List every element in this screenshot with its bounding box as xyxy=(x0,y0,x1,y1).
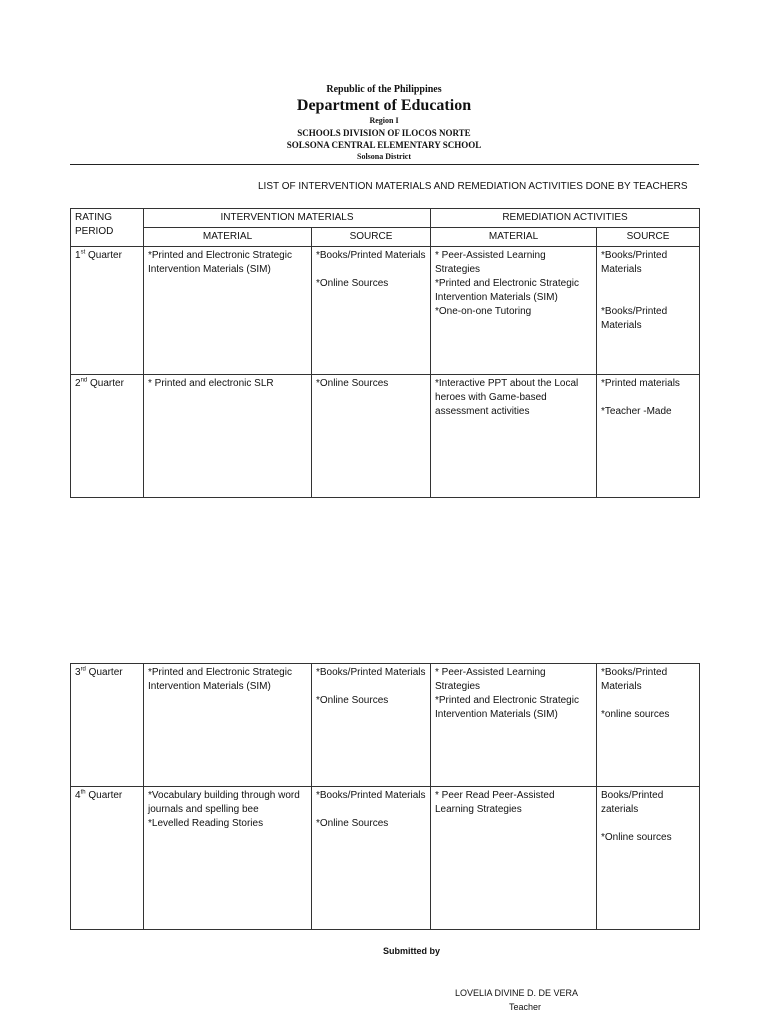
quarter-cell: 1st Quarter xyxy=(71,247,144,375)
intervention-table-part-2 xyxy=(70,663,700,930)
im-material-cell: *Printed and Electronic Strategic Intervention Materials (SIM) xyxy=(144,247,312,375)
list-title: LIST OF INTERVENTION MATERIALS AND REMEDIATION ACTIVITIES DONE BY TEACHERS xyxy=(258,181,688,192)
rm-source-header: SOURCE xyxy=(597,228,700,247)
department-heading: Department of Education xyxy=(296,97,472,114)
table-row xyxy=(71,664,700,787)
school-heading: SOLSONA CENTRAL ELEMENTARY SCHOOL xyxy=(286,140,482,150)
im-source-cell: *Books/Printed Materials *Online Sources xyxy=(312,664,431,787)
im-material-cell: *Vocabulary building through word journals and spelling bee *Levelled Reading Stories xyxy=(144,787,312,930)
remediation-activities-header: REMEDIATION ACTIVITIES xyxy=(431,209,700,228)
im-material-cell: *Printed and Electronic Strategic Intervention Materials (SIM) xyxy=(144,664,312,787)
intervention-materials-header: INTERVENTION MATERIALS xyxy=(144,209,431,228)
header-divider xyxy=(70,164,699,165)
rm-material-cell: *Interactive PPT about the Local heroes with Game-based assessment activities xyxy=(431,375,597,498)
district-heading: Solsona District xyxy=(357,152,411,161)
im-material-header: MATERIAL xyxy=(144,228,312,247)
rm-source-cell: *Books/Printed Materials *online sources xyxy=(597,664,700,787)
table-row xyxy=(71,375,700,498)
quarter-cell: 4th Quarter xyxy=(71,787,144,930)
signer-name: LOVELIA DIVINE D. DE VERA xyxy=(455,988,579,998)
im-source-cell: *Books/Printed Materials *Online Sources xyxy=(312,247,431,375)
rm-material-cell: * Peer Read Peer-Assisted Learning Strategies xyxy=(431,787,597,930)
table-row xyxy=(71,787,700,930)
im-material-cell: * Printed and electronic SLR xyxy=(144,375,312,498)
rm-source-cell: *Printed materials *Teacher -Made xyxy=(597,375,700,498)
rm-material-cell: * Peer-Assisted Learning Strategies *Printed and Electronic Strategic Intervention Materials (SIM) *One-on-one Tutoring xyxy=(431,247,597,375)
rm-source-cell: *Books/Printed Materials *Books/Printed Materials xyxy=(597,247,700,375)
submitted-by-label: Submitted by xyxy=(383,946,441,956)
im-source-cell: *Online Sources xyxy=(312,375,431,498)
region-heading: Region I xyxy=(369,116,399,125)
rm-source-cell: Books/Printed zaterials *Online sources xyxy=(597,787,700,930)
table-row xyxy=(71,247,700,375)
quarter-cell: 2nd Quarter xyxy=(71,375,144,498)
quarter-cell: 3rd Quarter xyxy=(71,664,144,787)
im-source-header: SOURCE xyxy=(312,228,431,247)
rating-period-header: RATING PERIOD xyxy=(71,209,144,247)
rm-material-cell: * Peer-Assisted Learning Strategies *Printed and Electronic Strategic Intervention Materials (SIM) xyxy=(431,664,597,787)
im-source-cell: *Books/Printed Materials *Online Sources xyxy=(312,787,431,930)
rm-material-header: MATERIAL xyxy=(431,228,597,247)
intervention-table-part-1 xyxy=(70,208,700,498)
division-heading: SCHOOLS DIVISION OF ILOCOS NORTE xyxy=(297,128,471,138)
signer-role: Teacher xyxy=(509,1002,542,1012)
republic-heading: Republic of the Philippines xyxy=(326,84,442,95)
